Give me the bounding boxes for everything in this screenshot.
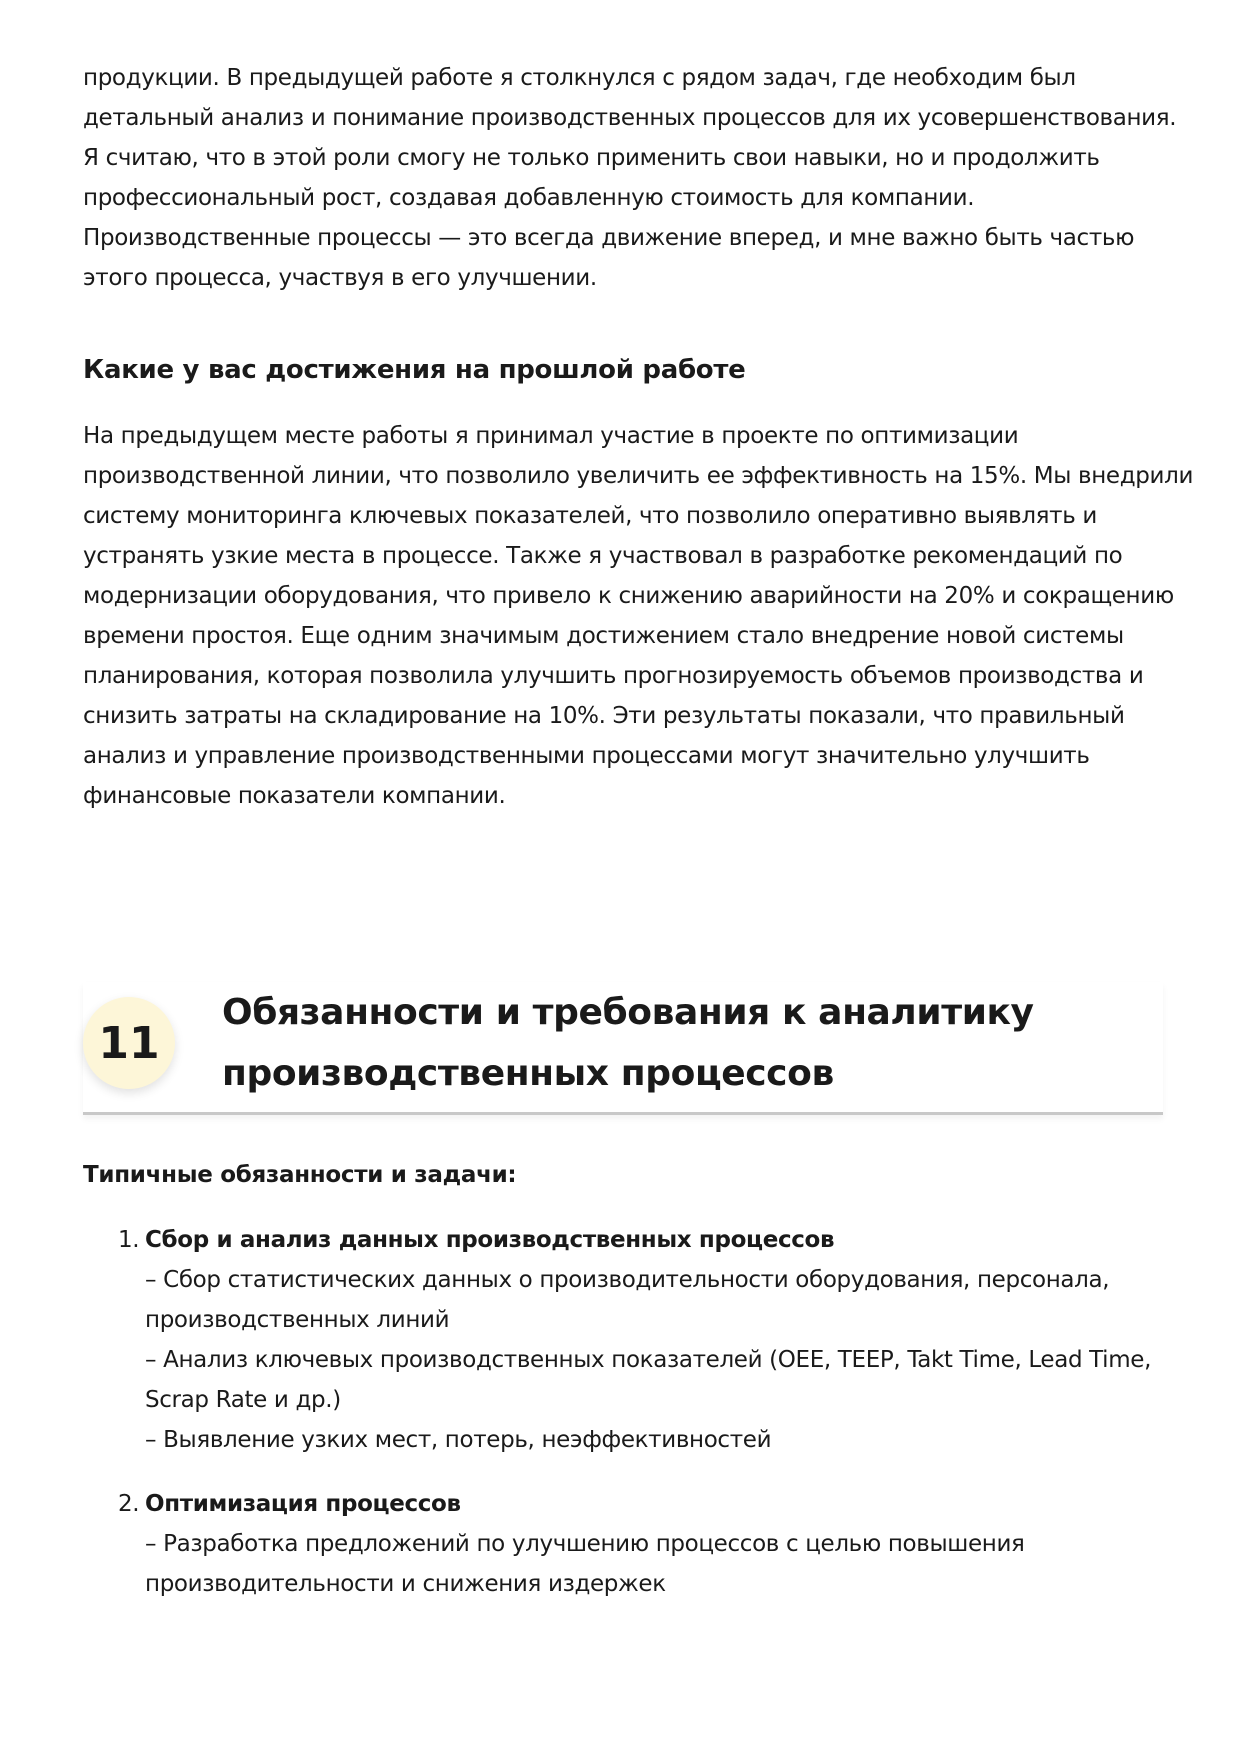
section-number-badge: 11 bbox=[83, 997, 175, 1089]
list-item-line: Scrap Rate и др.) bbox=[145, 1387, 341, 1413]
list-item-number: 2. bbox=[118, 1491, 140, 1517]
text-line: планирования, которая позволила улучшить прогнозируемость объемов производства и bbox=[83, 663, 1144, 689]
section-title-line: производственных процессов bbox=[222, 1053, 834, 1094]
achievements-heading: Какие у вас достижения на прошлой работе bbox=[83, 355, 746, 385]
text-line: этого процесса, участвуя в его улучшении. bbox=[83, 265, 597, 291]
list-item-line: – Выявление узких мест, потерь, неэффективностей bbox=[145, 1427, 772, 1453]
duties-subheading: Типичные обязанности и задачи: bbox=[83, 1162, 517, 1188]
section-header bbox=[83, 982, 1163, 1115]
document-page bbox=[83, 58, 1194, 1628]
section-title-line: Обязанности и требования к аналитику bbox=[222, 992, 1034, 1033]
text-line: Производственные процессы — это всегда движение вперед, и мне важно быть частью bbox=[83, 225, 1135, 251]
list-item-line: производительности и снижения издержек bbox=[145, 1571, 666, 1597]
list-item bbox=[83, 1220, 1163, 1460]
text-line: систему мониторинга ключевых показателей, что позволило оперативно выявлять и bbox=[83, 503, 1097, 529]
text-line: анализ и управление производственными процессами могут значительно улучшить bbox=[83, 743, 1090, 769]
intro-paragraph bbox=[83, 58, 1177, 298]
text-line: модернизации оборудования, что привело к снижению аварийности на 20% и сокращению bbox=[83, 583, 1174, 609]
section-title bbox=[222, 982, 1034, 1104]
list-item-title: Оптимизация процессов bbox=[145, 1491, 461, 1517]
text-line: снизить затраты на складирование на 10%. Эти результаты показали, что правильный bbox=[83, 703, 1125, 729]
text-line: времени простоя. Еще одним значимым достижением стало внедрение новой системы bbox=[83, 623, 1124, 649]
list-item-title: Сбор и анализ данных производственных процессов bbox=[145, 1227, 835, 1253]
list-item bbox=[83, 1484, 1163, 1604]
list-item-line: производственных линий bbox=[145, 1307, 450, 1333]
text-line: На предыдущем месте работы я принимал участие в проекте по оптимизации bbox=[83, 423, 1019, 449]
text-line: детальный анализ и понимание производственных процессов для их усовершенствования. bbox=[83, 105, 1177, 131]
text-line: финансовые показатели компании. bbox=[83, 783, 506, 809]
text-line: профессиональный рост, создавая добавленную стоимость для компании. bbox=[83, 185, 975, 211]
text-line: устранять узкие места в процессе. Также я участвовал в разработке рекомендаций по bbox=[83, 543, 1123, 569]
achievements-paragraph bbox=[83, 416, 1194, 816]
duties-list bbox=[83, 1220, 1163, 1604]
text-line: производственной линии, что позволило увеличить ее эффективность на 15%. Мы внедрили bbox=[83, 463, 1194, 489]
list-item-line: – Разработка предложений по улучшению процессов с целью повышения bbox=[145, 1531, 1025, 1557]
list-item-line: – Сбор статистических данных о производительности оборудования, персонала, bbox=[145, 1267, 1110, 1293]
list-item-number: 1. bbox=[118, 1227, 140, 1253]
list-item-line: – Анализ ключевых производственных показателей (OEE, TEEP, Takt Time, Lead Time, bbox=[145, 1347, 1152, 1373]
text-line: Я считаю, что в этой роли смогу не только применить свои навыки, но и продолжить bbox=[83, 145, 1100, 171]
text-line: продукции. В предыдущей работе я столкнулся с рядом задач, где необходим был bbox=[83, 65, 1076, 91]
